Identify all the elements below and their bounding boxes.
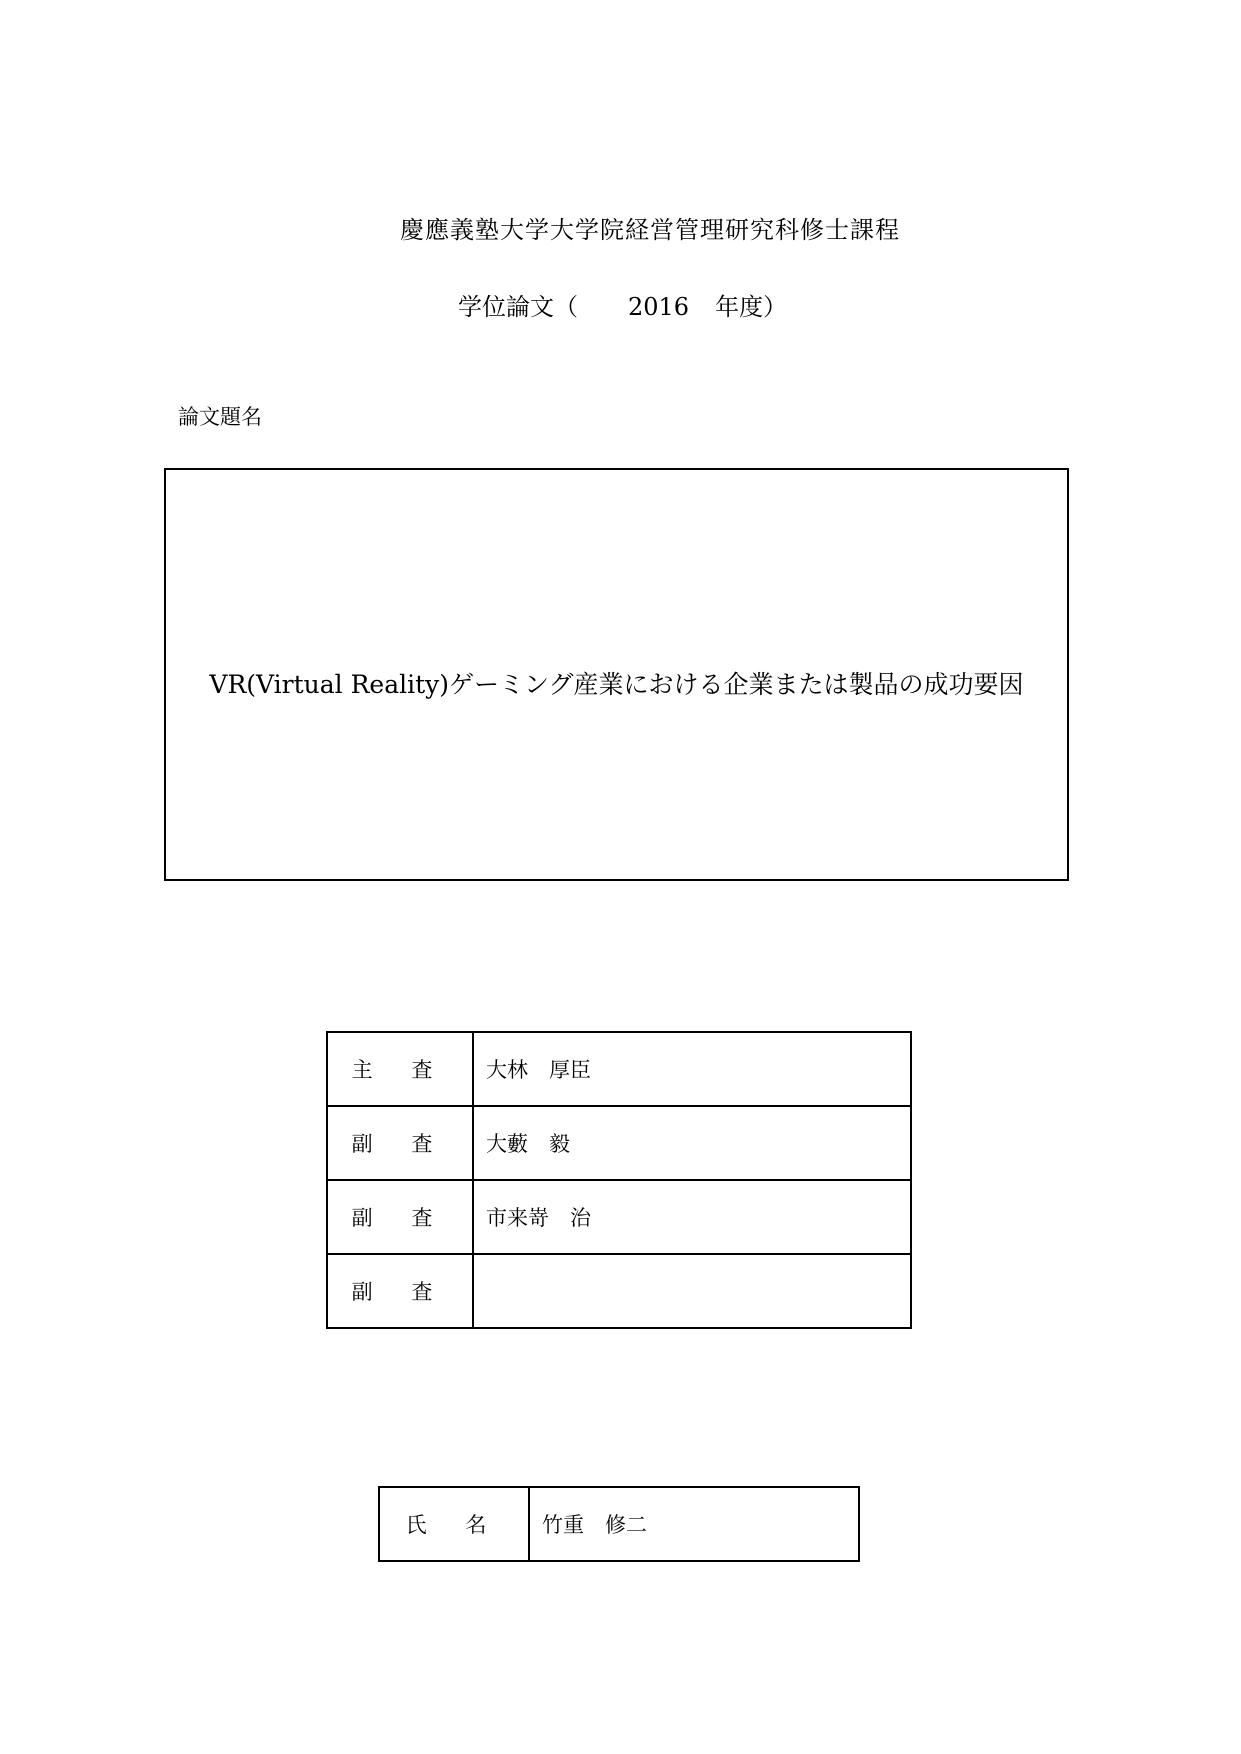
examiner-role: 主 査 [327,1032,473,1106]
examiner-name [473,1254,911,1328]
table-row [327,1106,911,1180]
examiner-name: 大藪 毅 [473,1106,911,1180]
author-table [378,1486,860,1562]
thesis-title-box [164,468,1069,881]
examiner-role: 副 査 [327,1254,473,1328]
author-role: 氏 名 [379,1487,529,1561]
thesis-title-label: 論文題名 [178,405,262,429]
degree-prefix: 学位論文（ [458,293,578,321]
thesis-year: 2016 [628,293,690,321]
table-row [327,1032,911,1106]
university-program-heading: 慶應義塾大学大学院経営管理研究科修士課程 [400,216,900,244]
degree-thesis-year-line [458,287,787,322]
table-row [327,1254,911,1328]
examiner-name: 市来嵜 治 [473,1180,911,1254]
examiner-role: 副 査 [327,1106,473,1180]
examiners-table [326,1031,912,1329]
table-row [379,1487,859,1561]
table-row [327,1180,911,1254]
examiner-role: 副 査 [327,1180,473,1254]
thesis-title: VR(Virtual Reality)ゲーミング産業における企業または製品の成功要因 [209,670,1024,699]
examiner-name: 大林 厚臣 [473,1032,911,1106]
author-name: 竹重 修二 [529,1487,859,1561]
degree-year-suffix: 年度） [715,293,788,321]
